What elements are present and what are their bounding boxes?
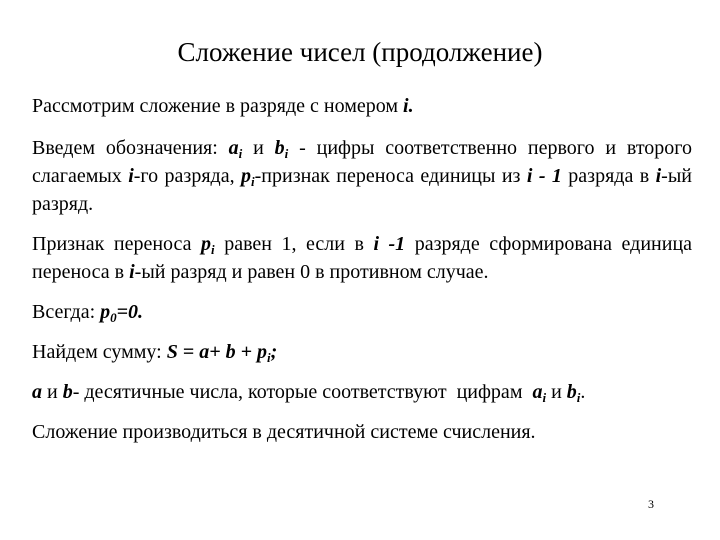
text: Найдем сумму: [32,341,167,363]
text: . [580,381,586,403]
text: равен 1, если в [214,233,374,255]
sub-index: i [238,146,243,161]
var-i: i [655,165,662,187]
text: -ый разряд и равен 0 в противном случае. [134,261,489,283]
var-i: i [128,165,134,187]
paragraph-always [32,298,692,326]
var-a: a [228,137,239,159]
var-p: p [241,165,251,187]
sub-index: i [211,242,215,257]
var-a: a [32,381,42,403]
text: -ый разряд. [32,165,692,215]
sum-formula: S = a+ b + p [166,341,267,363]
text: Всегда: [32,301,101,323]
text: Рассмотрим сложение в разряде с номером [32,95,404,117]
var-a: a [532,381,543,403]
sub-index: i [267,350,271,365]
text: разряда в [561,165,656,187]
var-i: i. [403,95,414,117]
text: - цифры соответственно первого и второго слагаемых [32,137,692,187]
sub-index: i [284,146,289,161]
slide-title: Сложение чисел (продолжение) [177,37,543,67]
text: Признак переноса [32,233,202,255]
text: Введем обозначения: [32,137,229,159]
paragraph-decimal-system [32,418,692,446]
var-i: i [129,261,135,283]
var-b: b [62,381,73,403]
slide-body [32,92,692,458]
text: Сложение производиться в десятичной системе счисления. [32,421,536,443]
paragraph-consider [32,92,692,120]
sub-index: i [576,390,581,405]
var-p: p [201,233,212,255]
sub-index: i [251,174,255,189]
sub-index: 0 [110,310,117,325]
text: и [42,381,63,403]
text: и [546,381,567,403]
text: - десятичные числа, которые соответствуют цифрам [72,381,533,403]
text: -признак переноса единицы из [254,165,527,187]
page-number: 3 [648,497,654,511]
text: -го разряда, [133,165,241,187]
sub-index: i [542,390,547,405]
var-b: b [566,381,577,403]
paragraph-notation [32,134,692,218]
paragraph-decimal-numbers [32,378,692,406]
formula-tail: =0. [116,301,144,323]
paragraph-sum [32,338,692,366]
var-i-minus-1: i -1 [373,233,406,255]
var-b: b [274,137,285,159]
formula-tail: ; [270,341,278,363]
var-p: p [100,301,111,323]
var-i-minus-1: i - 1 [526,165,562,187]
text: и [242,137,275,159]
paragraph-carry [32,230,692,286]
text: разряде сформирована единица переноса в [32,233,693,283]
